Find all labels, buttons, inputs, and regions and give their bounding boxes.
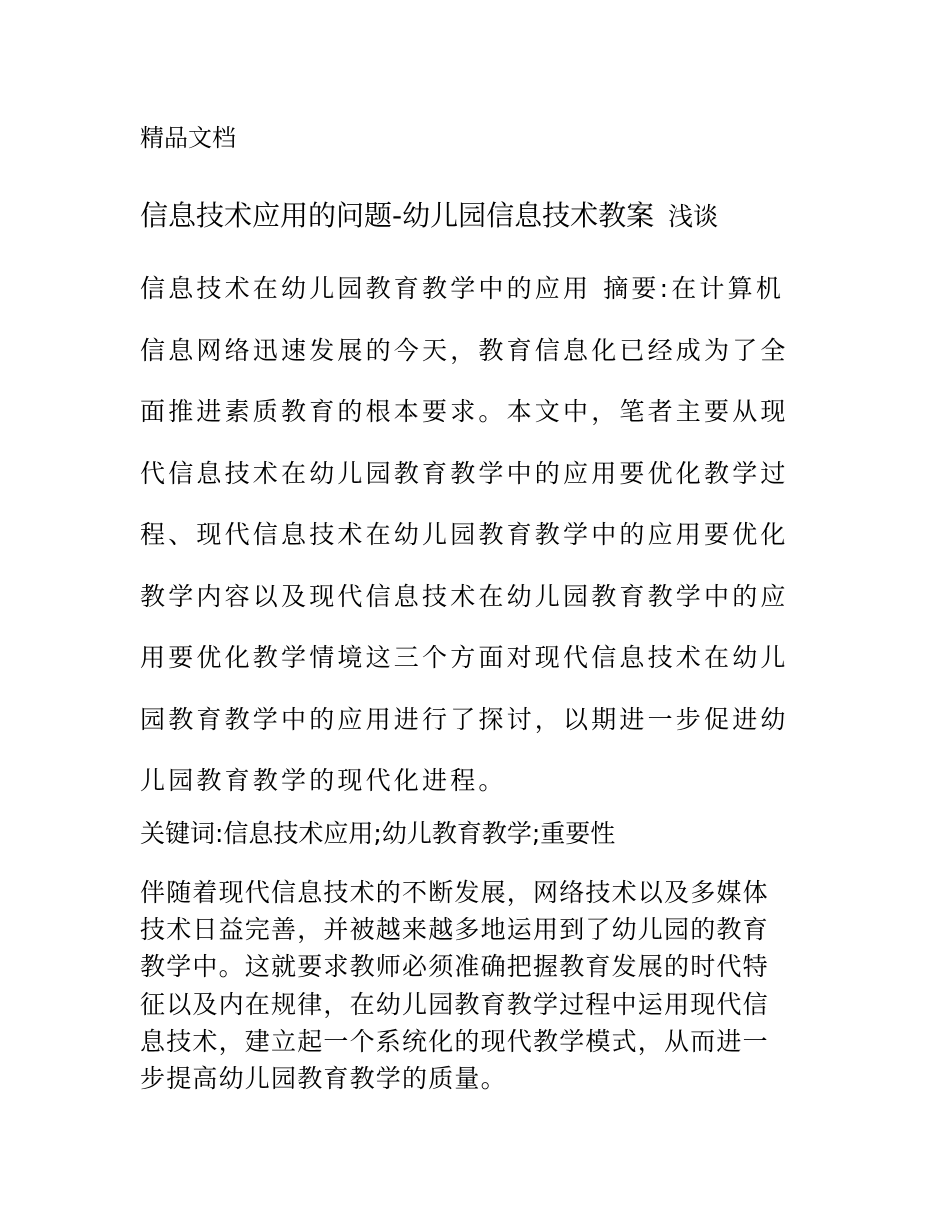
body-paragraph: [140, 874, 830, 1097]
abstract-line: 儿园教育教学的现代化进程。: [140, 766, 507, 795]
abstract-line: 用要优化教学情境这三个方面对现代信息技术在幼儿: [140, 643, 789, 672]
abstract-line: 教学内容以及现代信息技术在幼儿园教育教学中的应: [140, 581, 789, 611]
keywords-line: 关键词:信息技术应用;幼儿教育教学;重要性: [140, 819, 616, 848]
title-tail: 浅谈: [668, 202, 719, 231]
abstract-line: 代信息技术在幼儿园教育教学中的应用要优化教学过: [140, 458, 789, 488]
document-title: [140, 196, 830, 237]
abstract-label: 摘要:在计算机: [603, 274, 785, 303]
title-line: [140, 196, 830, 237]
abstract-line: 程、现代信息技术在幼儿园教育教学中的应用要优化: [140, 520, 789, 549]
body-line: 息技术，建立起一个系统化的现代教学模式，从而进一: [140, 1026, 769, 1056]
header-label: 精品文档: [140, 124, 236, 152]
title-main: 信息技术应用的问题-幼儿园信息技术教案: [140, 199, 655, 232]
abstract-line-text: 信息技术在幼儿园教育教学中的应用: [140, 274, 592, 303]
abstract-line: 面推进素质教育的根本要求。本文中，笔者主要从现: [140, 397, 789, 426]
abstract-line: 信息网络迅速发展的今天，教育信息化已经成为了全: [140, 335, 789, 365]
body-line: 步提高幼儿园教育教学的质量。: [140, 1064, 507, 1094]
body-line: 教学中。这就要求教师必须准确把握教育发展的时代特: [140, 952, 769, 982]
abstract-line: 园教育教学中的应用进行了探讨，以期进一步促进幼: [140, 704, 789, 734]
body-line: 征以及内在规律，在幼儿园教育教学过程中运用现代信: [140, 989, 769, 1019]
body-line: 伴随着现代信息技术的不断发展，网络技术以及多媒体: [140, 878, 769, 907]
body-line: 技术日益完善，并被越来越多地运用到了幼儿园的教育: [140, 915, 769, 945]
abstract-line: [140, 258, 830, 320]
abstract-paragraph: [140, 258, 830, 812]
